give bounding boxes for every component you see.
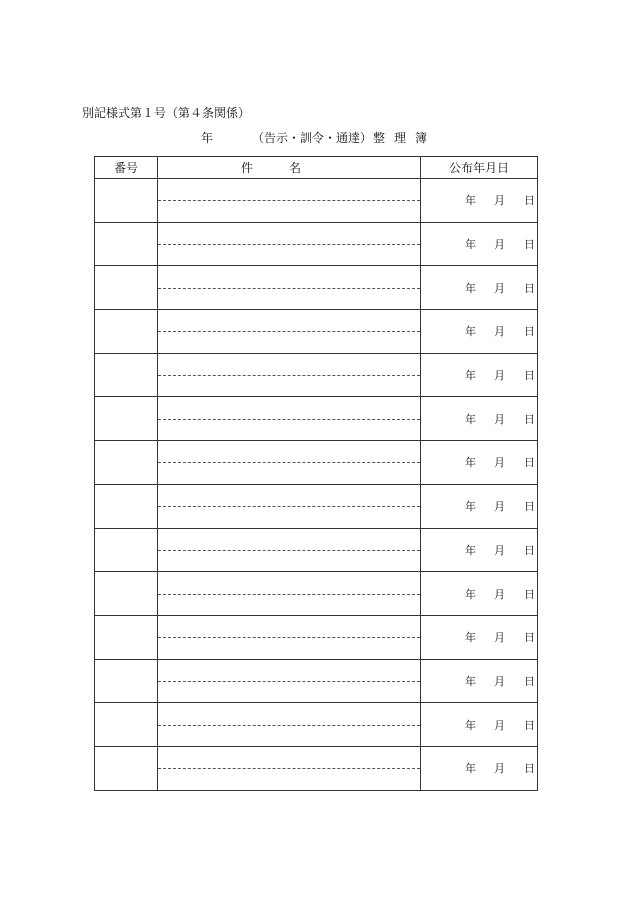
date-month-unit: 月 <box>494 369 505 383</box>
publish-date-cell[interactable] <box>421 397 538 441</box>
date-year-unit: 年 <box>465 543 476 557</box>
number-cell[interactable] <box>95 484 158 528</box>
title-register-name: 整理簿 <box>373 131 437 145</box>
table-row <box>95 484 538 528</box>
date-month-unit: 月 <box>494 412 505 426</box>
date-day-unit: 日 <box>524 543 535 557</box>
date-day-unit: 日 <box>524 281 535 295</box>
date-year-unit: 年 <box>465 412 476 426</box>
date-year-unit: 年 <box>465 325 476 339</box>
date-year-unit: 年 <box>465 238 476 252</box>
date-day-unit: 日 <box>524 325 535 339</box>
date-month-unit: 月 <box>494 631 505 645</box>
date-month-unit: 月 <box>494 194 505 208</box>
publish-date-cell[interactable] <box>421 310 538 354</box>
number-cell[interactable] <box>95 441 158 485</box>
table-row <box>95 179 538 223</box>
publish-date-cell[interactable] <box>421 703 538 747</box>
form-label: 別記様式第１号（第４条関係） <box>82 106 251 120</box>
number-cell[interactable] <box>95 397 158 441</box>
date-month-unit: 月 <box>494 718 505 732</box>
subject-cell[interactable] <box>158 572 421 616</box>
publish-date-cell[interactable] <box>421 484 538 528</box>
ledger-table <box>94 156 538 791</box>
ledger-title <box>0 129 630 147</box>
subject-cell[interactable] <box>158 222 421 266</box>
table-row <box>95 528 538 572</box>
date-year-unit: 年 <box>465 194 476 208</box>
publish-date-cell[interactable] <box>421 441 538 485</box>
subject-divider <box>158 725 420 726</box>
title-document-kinds: （告示・訓令・通達） <box>252 131 373 145</box>
subject-divider <box>158 419 420 420</box>
number-cell[interactable] <box>95 615 158 659</box>
header-row <box>95 157 538 179</box>
date-year-unit: 年 <box>465 369 476 383</box>
number-cell[interactable] <box>95 528 158 572</box>
subject-cell[interactable] <box>158 659 421 703</box>
subject-divider <box>158 200 420 201</box>
subject-divider <box>158 331 420 332</box>
number-cell[interactable] <box>95 179 158 223</box>
header-publish-date: 公布年月日 <box>421 157 538 179</box>
date-day-unit: 日 <box>524 587 535 601</box>
subject-divider <box>158 681 420 682</box>
publish-date-cell[interactable] <box>421 615 538 659</box>
date-day-unit: 日 <box>524 369 535 383</box>
date-day-unit: 日 <box>524 500 535 514</box>
subject-divider <box>158 506 420 507</box>
subject-cell[interactable] <box>158 179 421 223</box>
header-number: 番号 <box>95 157 158 179</box>
publish-date-cell[interactable] <box>421 179 538 223</box>
subject-cell[interactable] <box>158 353 421 397</box>
table-row <box>95 310 538 354</box>
table-row <box>95 441 538 485</box>
date-day-unit: 日 <box>524 674 535 688</box>
date-year-unit: 年 <box>465 762 476 776</box>
subject-divider <box>158 550 420 551</box>
number-cell[interactable] <box>95 703 158 747</box>
table-row <box>95 659 538 703</box>
table-row <box>95 703 538 747</box>
number-cell[interactable] <box>95 222 158 266</box>
publish-date-cell[interactable] <box>421 353 538 397</box>
publish-date-cell[interactable] <box>421 266 538 310</box>
number-cell[interactable] <box>95 659 158 703</box>
subject-cell[interactable] <box>158 484 421 528</box>
number-cell[interactable] <box>95 353 158 397</box>
table-row <box>95 746 538 790</box>
publish-date-cell[interactable] <box>421 572 538 616</box>
date-month-unit: 月 <box>494 587 505 601</box>
date-month-unit: 月 <box>494 674 505 688</box>
subject-cell[interactable] <box>158 266 421 310</box>
date-month-unit: 月 <box>494 543 505 557</box>
subject-divider <box>158 288 420 289</box>
date-day-unit: 日 <box>524 631 535 645</box>
date-month-unit: 月 <box>494 762 505 776</box>
date-month-unit: 月 <box>494 238 505 252</box>
number-cell[interactable] <box>95 310 158 354</box>
table-row <box>95 397 538 441</box>
date-year-unit: 年 <box>465 587 476 601</box>
date-year-unit: 年 <box>465 674 476 688</box>
table-row <box>95 353 538 397</box>
date-day-unit: 日 <box>524 456 535 470</box>
table-row <box>95 222 538 266</box>
table-row <box>95 615 538 659</box>
date-month-unit: 月 <box>494 281 505 295</box>
subject-divider <box>158 637 420 638</box>
title-year-label: 年 <box>201 131 214 145</box>
date-month-unit: 月 <box>494 325 505 339</box>
subject-divider <box>158 462 420 463</box>
subject-divider <box>158 244 420 245</box>
table-row <box>95 572 538 616</box>
number-cell[interactable] <box>95 746 158 790</box>
table-row <box>95 266 538 310</box>
date-day-unit: 日 <box>524 718 535 732</box>
publish-date-cell[interactable] <box>421 659 538 703</box>
date-day-unit: 日 <box>524 412 535 426</box>
date-month-unit: 月 <box>494 456 505 470</box>
date-day-unit: 日 <box>524 762 535 776</box>
date-year-unit: 年 <box>465 281 476 295</box>
publish-date-cell[interactable] <box>421 746 538 790</box>
date-day-unit: 日 <box>524 194 535 208</box>
date-month-unit: 月 <box>494 500 505 514</box>
date-year-unit: 年 <box>465 456 476 470</box>
number-cell[interactable] <box>95 572 158 616</box>
number-cell[interactable] <box>95 266 158 310</box>
publish-date-cell[interactable] <box>421 528 538 572</box>
date-year-unit: 年 <box>465 500 476 514</box>
date-day-unit: 日 <box>524 238 535 252</box>
header-subject: 件名 <box>158 157 421 179</box>
subject-divider <box>158 768 420 769</box>
subject-cell[interactable] <box>158 615 421 659</box>
date-year-unit: 年 <box>465 718 476 732</box>
subject-cell[interactable] <box>158 441 421 485</box>
subject-cell[interactable] <box>158 703 421 747</box>
subject-cell[interactable] <box>158 310 421 354</box>
date-year-unit: 年 <box>465 631 476 645</box>
subject-cell[interactable] <box>158 746 421 790</box>
ledger-body <box>95 179 538 791</box>
subject-divider <box>158 594 420 595</box>
subject-divider <box>158 375 420 376</box>
publish-date-cell[interactable] <box>421 222 538 266</box>
subject-cell[interactable] <box>158 397 421 441</box>
subject-cell[interactable] <box>158 528 421 572</box>
